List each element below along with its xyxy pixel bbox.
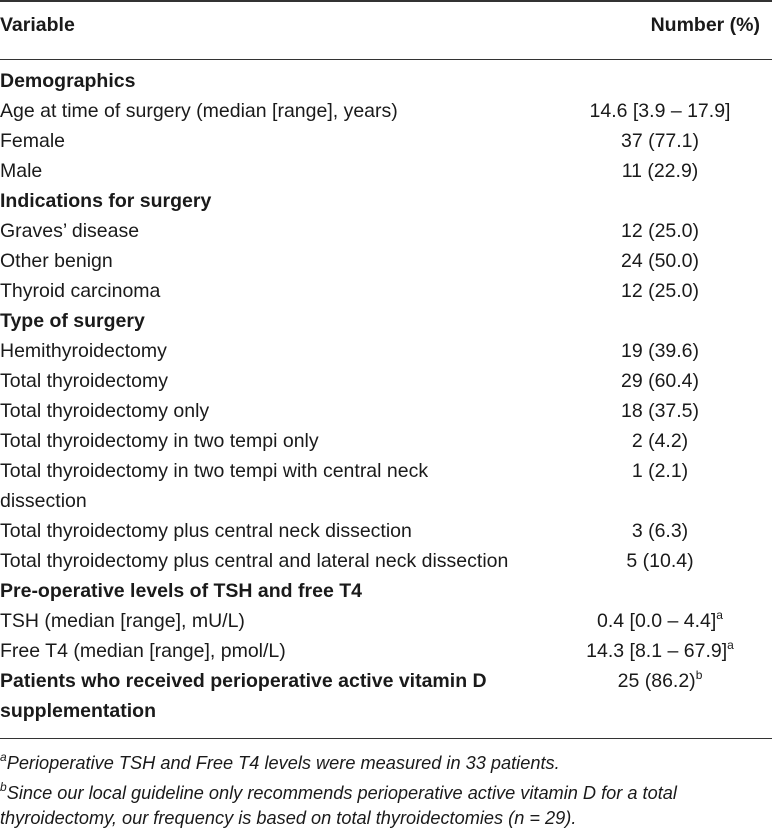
table-row: Total thyroidectomy plus central neck dissection 3 (6.3) bbox=[0, 520, 689, 542]
header-number: Number (%) bbox=[650, 14, 760, 36]
header-rule bbox=[0, 59, 772, 60]
section-type-of-surgery: Type of surgery bbox=[0, 310, 145, 332]
section-indications: Indications for surgery bbox=[0, 190, 212, 212]
table-row: Total thyroidectomy plus central and lateral neck dissection 5 (10.4) bbox=[0, 550, 694, 572]
table-row: Total thyroidectomy only 18 (37.5) bbox=[0, 400, 700, 422]
bottom-rule bbox=[0, 738, 772, 739]
table-row: Age at time of surgery (median [range], years) 14.6 [3.9 – 17.9] bbox=[0, 100, 731, 122]
table-row: Hemithyroidectomy 19 (39.6) bbox=[0, 340, 700, 362]
footnote-b-line1: $^b$Since our local guideline only recommends perioperative active vitamin D for a total bbox=[0, 780, 677, 803]
footnote-mark: b bbox=[695, 668, 703, 682]
footnote-b-line2: thyroidectomy, our frequency is based on total thyroidectomies (n = 29). bbox=[0, 808, 577, 828]
top-rule bbox=[0, 0, 772, 2]
table-row: TSH (median [range], mU/L) 0.4 [0.0 – 4.4]$^a$ bbox=[0, 608, 723, 632]
table-row: Total thyroidectomy 29 (60.4) bbox=[0, 370, 700, 392]
footnote-mark: a bbox=[716, 608, 723, 622]
table-row-continuation: dissection bbox=[0, 490, 87, 512]
table-row: Other benign 24 (50.0) bbox=[0, 250, 700, 272]
table-row: Graves’ disease 12 (25.0) bbox=[0, 220, 700, 242]
table-row: Thyroid carcinoma 12 (25.0) bbox=[0, 280, 700, 302]
table-header bbox=[0, 14, 772, 44]
section-vitamin-d: Patients who received perioperative active vitamin D 25 $(86.2)^b$ bbox=[0, 668, 703, 692]
footnote-mark: a bbox=[727, 638, 734, 652]
table-row: Female 37 (77.1) bbox=[0, 130, 700, 152]
table-row: Free T4 (median [range], pmol/L) 14.3 [8.1 – 67.9]$^a$ bbox=[0, 638, 734, 662]
table-row: Total thyroidectomy in two tempi only 2 (4.2) bbox=[0, 430, 689, 452]
header-variable: Variable bbox=[0, 14, 75, 36]
section-preoperative-levels: Pre-operative levels of TSH and free T4 bbox=[0, 580, 362, 602]
footnote-a: $^a$Perioperative TSH and Free T4 levels were measured in 33 patients. bbox=[0, 750, 560, 773]
table-row: Total thyroidectomy in two tempi with central neck 1 (2.1) bbox=[0, 460, 689, 482]
section-vitamin-d-continuation: supplementation bbox=[0, 700, 157, 722]
section-demographics: Demographics bbox=[0, 70, 136, 92]
table-row: Male 11 (22.9) bbox=[0, 160, 699, 182]
